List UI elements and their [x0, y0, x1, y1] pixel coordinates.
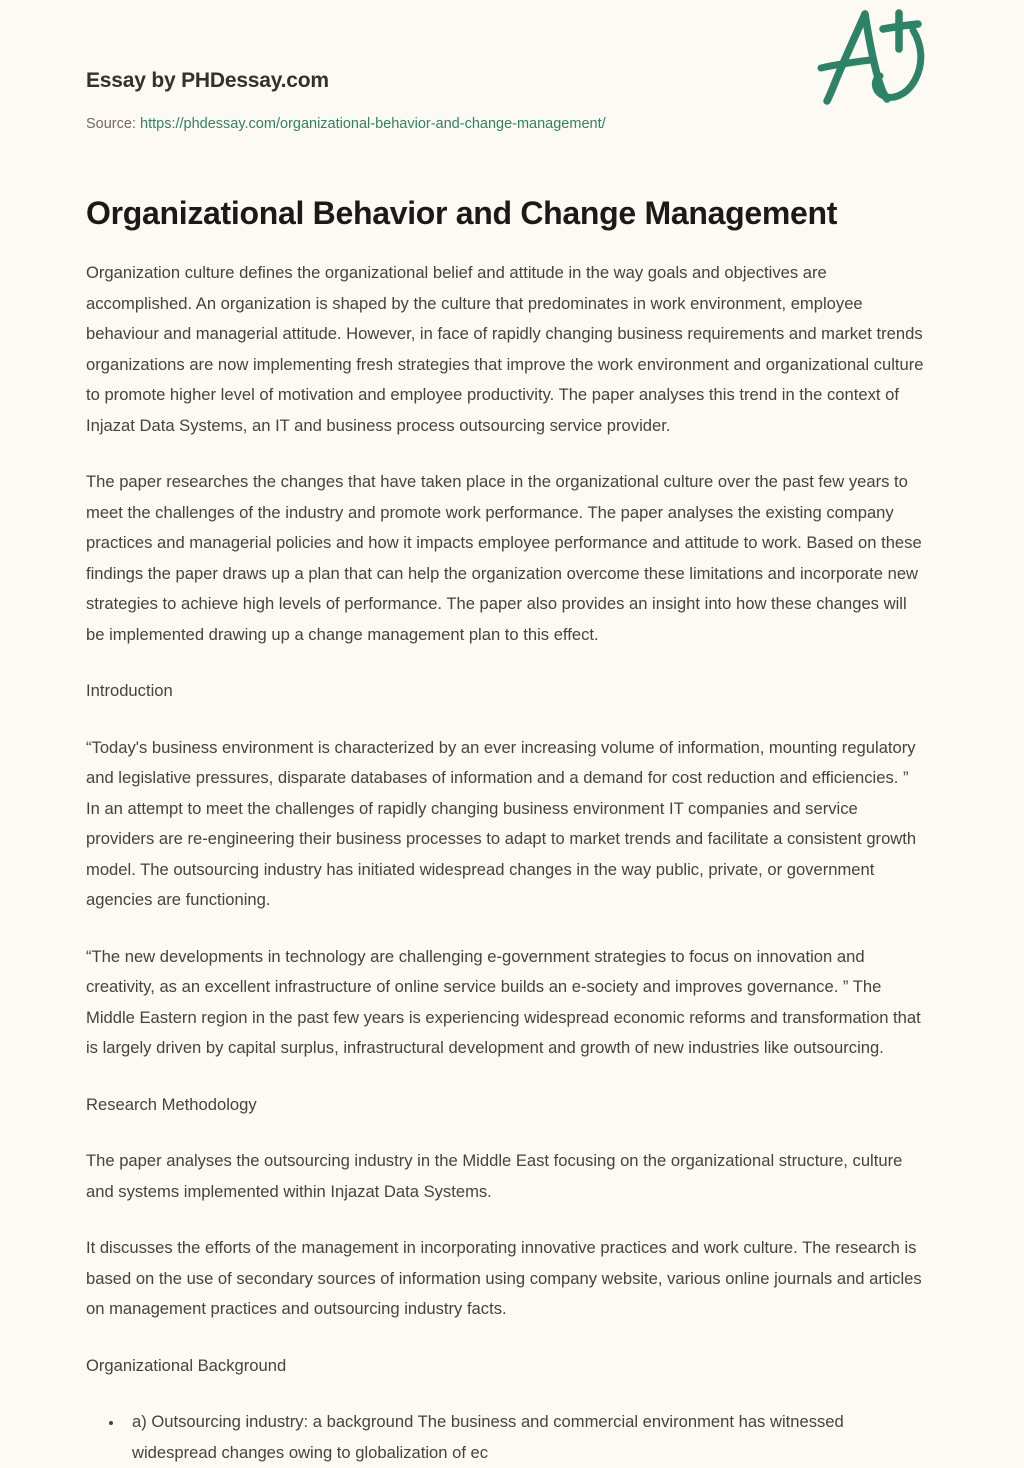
- section-heading-introduction: Introduction: [86, 681, 173, 701]
- a-plus-logo-icon: [812, 0, 932, 115]
- source-url-link[interactable]: https://phdessay.com/organizational-behavior-and-change-management/: [140, 116, 606, 133]
- body-paragraph: It discusses the efforts of the management in incorporating innovative practices and work culture. The research is based on the use of secondary sources of information using company website, various online journals and articles on management practices and outsourcing industry facts.: [86, 1238, 922, 1319]
- page-header: [86, 0, 924, 134]
- source-line: [86, 115, 924, 134]
- list-item: • a) Outsourcing industry: a background The business and commercial environment has witnessed widespread changes owing to globalization of ec: [124, 1407, 924, 1468]
- essay-body: [86, 258, 924, 1468]
- page-title: Organizational Behavior and Change Management: [86, 195, 838, 232]
- body-paragraph: The paper analyses the outsourcing industry in the Middle East focusing on the organizational structure, culture and systems implemented within Injazat Data Systems.: [86, 1151, 903, 1201]
- section-heading-research-methodology: Research Methodology: [86, 1094, 257, 1114]
- body-paragraph: Organization culture defines the organizational belief and attitude in the way goals and objectives are accomplished. An organization is shaped by the culture that predominates in work environment, employee behaviour and managerial attitude. However, in face of rapidly changing business requirements and market trends organizations are now implementing fresh strategies that improve the work environment and organizational culture to promote higher level of motivation and employee productivity. The paper analyses this trend in the context of Injazat Data Systems, an IT and business process outsourcing service provider.: [86, 263, 924, 435]
- section-heading-organizational-background: Organizational Background: [86, 1355, 287, 1375]
- bullet-list: [86, 1407, 924, 1468]
- source-label: Source:: [86, 116, 136, 133]
- body-paragraph: “The new developments in technology are challenging e-government strategies to focus on innovation and creativity, as an excellent infrastructure of online service builds an e-society and improves governance. ” The Middle Eastern region in the past few years is experiencing widespread economic reforms and transformation that is largely driven by capital surplus, infrastructural development and growth of new industries like outsourcing.: [86, 946, 921, 1058]
- body-paragraph: “Today's business environment is characterized by an ever increasing volume of information, mounting regulatory and legislative pressures, disparate databases of information and a demand for cost reduction and efficiencies. ” In an attempt to meet the challenges of rapidly changing business environment IT companies and service providers are re-engineering their business processes to adapt to market trends and facilitate a consistent growth model. The outsourcing industry has initiated widespread changes in the way public, private, or government agencies are functioning.: [86, 737, 917, 910]
- body-paragraph: The paper researches the changes that have taken place in the organizational culture over the past few years to meet the challenges of the industry and promote work performance. The paper analyses the existing company practices and managerial policies and how it impacts employee performance and attitude to work. Based on these findings the paper draws up a plan that can help the organization overcome these limitations and incorporate new strategies to achieve high levels of performance. The paper also provides an insight into how these changes will be implemented drawing up a change management plan to this effect.: [86, 472, 922, 644]
- brand-title: Essay by PHDessay.com: [86, 69, 329, 92]
